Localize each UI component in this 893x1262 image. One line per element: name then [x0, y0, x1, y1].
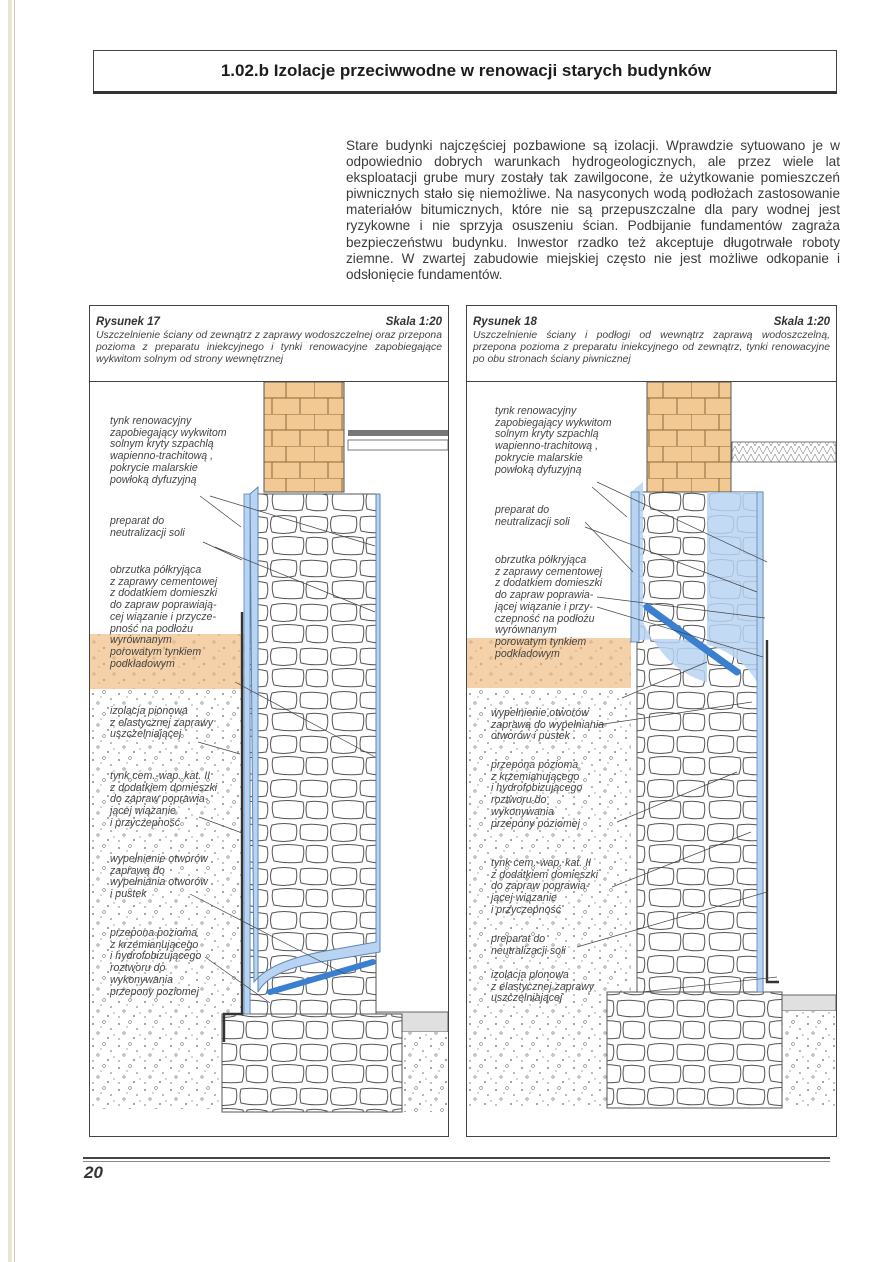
figure-17-caption: Uszczelnienie ściany od zewnątrz z zaprawy wodoszczelnej oraz przepona pozioma z preparatu iniekcyjnego i tynki renowacyjne zapobiegające wykwitom solnym od strony wewnętrznej: [96, 330, 442, 366]
footer-rule-thin: [83, 1161, 830, 1162]
fig18-label-wypelnienie: wypełnienie otworów zaprawą do wypełniania otworów i pustek: [491, 707, 605, 743]
fig17-label-preparat: preparat do neutralizacji soli: [110, 515, 185, 539]
fig17-label-wypelnienie: wypełnienie otworów zaprawą do wypełniania otworów i pustek: [110, 853, 208, 901]
figure-17-heading: [96, 316, 442, 328]
intro-paragraph: Stare budynki najczęściej pozbawione są izolacji. Wprawdzie sytuowano je w odpowiednio dobrych warunkach hydrogeologicznych, ale przez wiele lat eksploatacji grube mury zostały tak zawilgocone, że użytkowanie pomieszczeń piwnicznych stało się niemożliwe. Na nasyconych wodą podłożach zastosowanie materiałów bitumicznych, które nie są przepuszczalne dla pary wodnej jest ryzykowne i nie sprzyja osuszeniu ścian. Podbijanie fundamentów zagraża bezpieczeństwu budynku. Inwestor rzadko też akceptuje długotrwałe roboty ziemne. W zwartej zabudowie miejskiej często nie jest możliwe odkopanie i odsłonięcie fundamentów.: [346, 138, 840, 282]
fig18-label-tynk-renowacyjny: tynk renowacyjny zapobiegający wykwitom solnym kryty szpachlą wapienno-trachitową , pokrycie malarskie powłoką dyfuzyjną: [495, 405, 612, 476]
section-title: 1.02.b Izolacje przeciwwodne w renowacji starych budynków: [220, 61, 712, 80]
fig18-label-preparat-2: preparat do neutralizacji soli: [491, 933, 566, 957]
fig17-label-tynk-cem-wap: tynk cem.-wap. kat. II z dodatkiem domieszki do zapraw poprawia- jącej wiązanie i przyczepność: [110, 770, 218, 829]
fig18-label-przepona: przepona pozioma z krzemianującego i hydrofobizującego roztworu do wykonywania przepony poziomej: [491, 759, 583, 830]
fig17-label-izolacja-pionowa: izolacja pionowa z elastycznej zaprawy uszczelniającej: [110, 705, 214, 741]
fig17-label-obrzutka: obrzutka półkryjąca z zaprawy cementowej z dodatkiem domieszki do zapraw poprawiają- cej wiązanie i przycze- pność na podłożu wyrównanym porowatym tynkiem podkładowym: [110, 564, 218, 670]
figure-18-label: Rysunek 18: [473, 316, 537, 328]
fig18-label-obrzutka: obrzutka półkryjąca z zaprawy cementowej z dodatkiem domieszki do zapraw poprawia- jącej wiązanie i przy- czepność na podłożu wyrównanym porowatym tynkiem podkładowym: [495, 554, 603, 660]
fig17-label-tynk-renowacyjny: tynk renowacyjny zapobiegający wykwitom solnym kryty szpachlą wapienno-trachitową , pokrycie malarskie powłoką dyfuzyjną: [110, 415, 227, 486]
figure-18-heading: [473, 316, 830, 328]
figure-18-caption: Uszczelnienie ściany i podłogi od wewnątrz zaprawą wodoszczelną, przepona pozioma z preparatu iniekcyjnego od zewnątrz, tynki renowacyjne po obu stronach ściany piwnicznej: [473, 330, 830, 366]
figure-17-label: Rysunek 17: [96, 316, 160, 328]
section-header: [93, 50, 837, 92]
fig18-label-izolacja-pionowa: izolacja pionowa z elastycznej zaprawy uszczelniającej: [491, 969, 595, 1005]
figure-18-caption-box: [467, 306, 836, 382]
figure-17-scale: Skala 1:20: [385, 316, 442, 328]
page-edge-bar: [8, 0, 12, 1262]
fig18-label-preparat: preparat do neutralizacji soli: [495, 504, 570, 528]
fig17-label-przepona: przepona pozioma z krzemianującego i hydrofobizującego roztworu do wykonywania przepony poziomej: [110, 927, 202, 998]
header-underline: [93, 91, 837, 94]
page-number: 20: [84, 1163, 103, 1182]
figure-17-drawing: [90, 382, 448, 1136]
figure-17: [89, 305, 449, 1137]
fig18-label-tynk-cem-wap: tynk cem.-wap. kat. II z dodatkiem domieszki do zapraw poprawia- jącej wiązanie i przyczepność: [491, 857, 599, 916]
figure-18-scale: Skala 1:20: [773, 316, 830, 328]
figure-18: [466, 305, 837, 1137]
footer-rule: [83, 1157, 830, 1159]
page-edge-line: [14, 0, 15, 1262]
figure-17-caption-box: [90, 306, 448, 382]
